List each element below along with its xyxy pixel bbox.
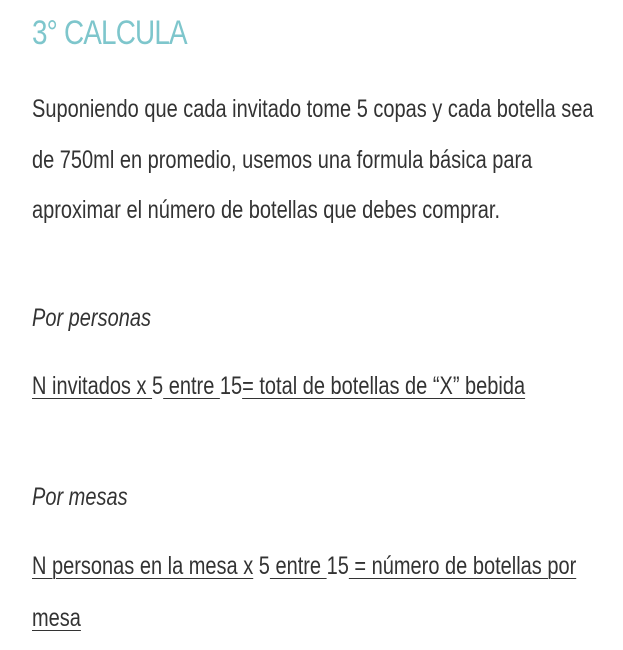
- intro-paragraph: Suponiendo que cada invitado tome 5 copas y cada botella sea de 750ml en promedio, usemos una formula básica para aproximar el número de botellas que debes comprar.: [32, 95, 594, 224]
- formula-part: = total de botellas de “X” bebida: [242, 372, 526, 400]
- by-table-formula: [32, 540, 608, 644]
- by-person-heading: Por personas: [32, 304, 151, 332]
- formula-part: 15: [219, 372, 243, 400]
- section-title: 3° CALCULA: [32, 14, 187, 52]
- by-table-heading: Por mesas: [32, 483, 128, 511]
- by-person-formula: [32, 360, 608, 412]
- formula-part: 5: [152, 372, 164, 400]
- formula-part: 15: [326, 552, 349, 580]
- formula-part: 5: [253, 552, 270, 580]
- formula-part: N personas en la mesa x: [32, 552, 254, 580]
- formula-part: entre: [269, 552, 327, 580]
- formula-part: = número de botellas por mesa: [32, 552, 577, 632]
- formula-part: N invitados x: [32, 372, 153, 400]
- formula-part: entre: [163, 372, 220, 400]
